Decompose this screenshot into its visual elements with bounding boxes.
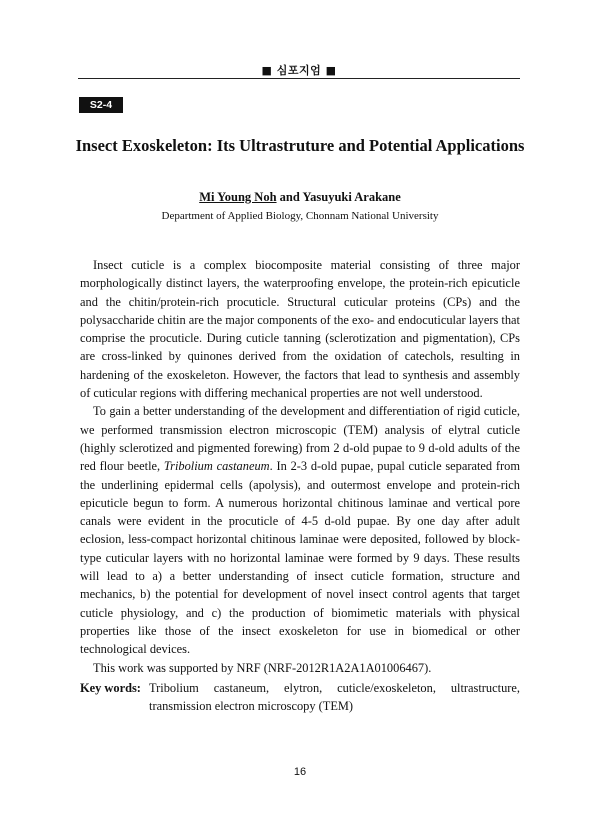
authors xyxy=(60,190,540,205)
abstract-paragraph-2 xyxy=(80,402,520,658)
abstract-text: To gain a better understanding of the development and differentiation of rigid cuticle, we performed transmission electron microscopic (TEM) analysis of elytral cuticle (highly sclerotized and pigmented forewing) from 2 d-old pupae to 9 d-old adults of the red flour beetle, xyxy=(80,404,520,474)
keywords-text: Tribolium castaneum, elytron, cuticle/exoskeleton, ultrastructure, transmission electron microscopy (TEM) xyxy=(149,681,520,714)
section-header: ■ 심포지엄 ■ xyxy=(261,64,337,77)
paper-title: Insect Exoskeleton: Its Ultrastruture and Potential Applications xyxy=(75,136,525,155)
abstract-paragraph-1: Insect cuticle is a complex biocomposite material consisting of three major morphologically distinct layers, the waterproofing envelope, the protein-rich epicuticle and the chitin/protein-rich procuticle. Structural cuticular proteins (CPs) and the polysaccharide chitin are the major components of the exo- and endocuticular layers that comprise the procuticle. During cuticle tanning (sclerotization and pigmentation), CPs are cross-linked by quinones derived from the oxidation of catechols, resulting in hardening of the exoskeleton. However, the factors that lead to synthesis and assembly of cuticular regions with differing mechanical properties are not well understood. xyxy=(80,258,520,401)
presenting-author: Mi Young Noh xyxy=(199,190,277,204)
keywords-label: Key words: xyxy=(80,681,141,695)
page-number: 16 xyxy=(293,766,307,778)
species-name: Tribolium castaneum xyxy=(163,459,270,474)
abstract xyxy=(80,256,520,677)
co-authors: and Yasuyuki Arakane xyxy=(276,190,401,204)
session-tag: S2-4 xyxy=(79,97,123,113)
abstract-text: . In 2-3 d-old pupae, pupal cuticle separated from the underlining epidermal cells (apolysis), and outermost envelope and protein-rich epicuticle begun to form. A numerous horizontal chitinous laminae and vertical pore canals were evident in the procuticle of 4-5 d-old pupae. By one day after adult eclosion, less-compact horizontal chitinous laminae were deposited, followed by block-type cuticular layers with no horizontal laminae were formed by 9 days. These results will lead to a) a better understanding of insect cuticle formation, structure and mechanics, b) the potential for development of novel insect control agents that target cuticle physiology, and c) the production of biomimetic materials with physical properties like those of the insect exoskeleton for use in biomedical or other technological devices. xyxy=(80,459,520,657)
affiliation: Department of Applied Biology, Chonnam National University xyxy=(161,210,439,222)
header-divider xyxy=(78,78,520,79)
funding-note: This work was supported by NRF (NRF-2012R1A2A1A01006467). xyxy=(93,660,432,675)
keywords xyxy=(80,679,520,716)
